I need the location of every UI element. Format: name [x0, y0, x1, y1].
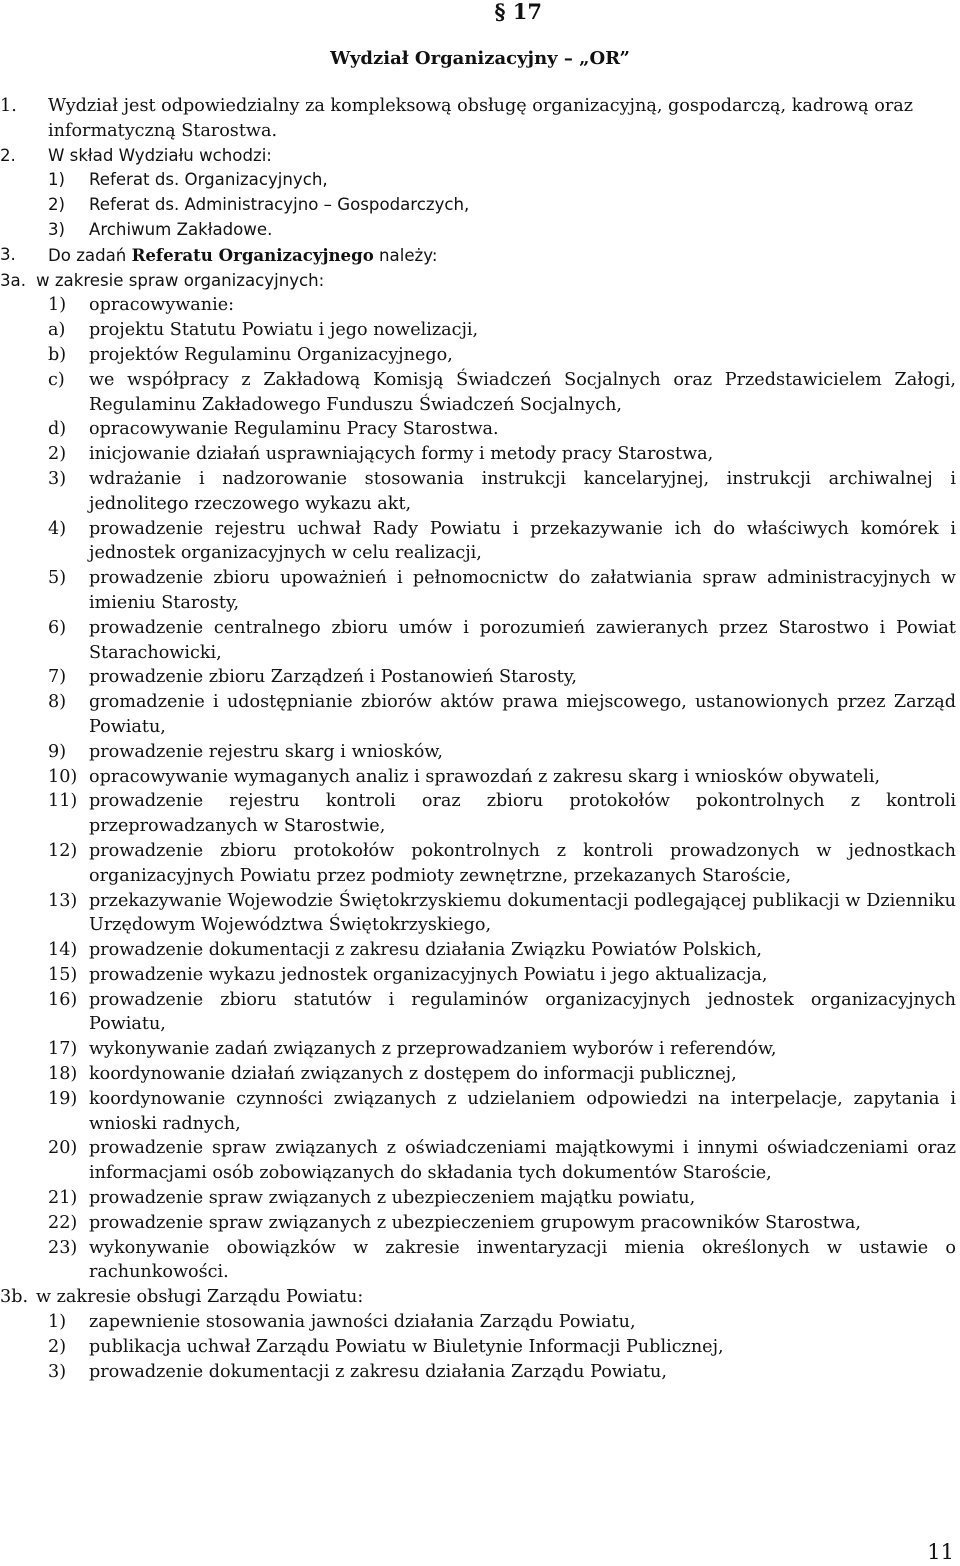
item-text: publikacja uchwał Zarządu Powiatu w Biuletynie Informacji Publicznej, — [89, 1336, 724, 1357]
list-item — [0, 665, 960, 690]
section-number: 3a. — [0, 270, 27, 290]
item-number: 13) — [48, 890, 78, 911]
list-item — [0, 889, 960, 939]
item-text: prowadzenie spraw związanych z ubezpieczeniem majątku powiatu, — [89, 1188, 696, 1209]
item-text: przekazywanie Wojewodzie Świętokrzyskiemu dokumentacji podlegającej publikacji w Dzienniku Urzędowym Województwa Świętokrzyskiego, — [89, 890, 956, 936]
item-number: 2. — [0, 145, 16, 165]
list-item — [0, 144, 960, 169]
list-item — [0, 1335, 960, 1360]
item-number: 7) — [48, 667, 67, 688]
item-text: prowadzenie rejestru kontroli oraz zbioru protokołów pokontrolnych z kontroli przeprowadzanych w Starostwie, — [89, 791, 956, 837]
item-text: prowadzenie rejestru uchwał Rady Powiatu i przekazywanie ich do właściwych komórek i jednostek organizacyjnych w celu realizacji, — [89, 518, 956, 564]
item-number: 3) — [48, 219, 66, 239]
list-item — [0, 368, 960, 418]
item-text: opracowywanie: — [89, 295, 235, 316]
item-text: projektów Regulaminu Organizacyjnego, — [89, 344, 453, 365]
item-text: prowadzenie dokumentacji z zakresu działania Zarządu Powiatu, — [89, 1361, 667, 1382]
section-3b-heading — [0, 1285, 960, 1310]
item-number: 8) — [48, 692, 67, 713]
list-item — [0, 467, 960, 517]
item-number: 2) — [48, 1336, 67, 1357]
item-text: prowadzenie zbioru protokołów pokontrolnych z kontroli prowadzonych w jednostkach organizacyjnych Powiatu przez podmioty zewnętrzne, przekazanych Staroście, — [89, 840, 956, 886]
item-number: 21) — [48, 1188, 78, 1209]
item-number: 1) — [48, 295, 67, 316]
list-item — [0, 1037, 960, 1062]
item-text: prowadzenie spraw związanych z ubezpieczeniem grupowym pracowników Starostwa, — [89, 1212, 861, 1233]
item-number: a) — [48, 320, 66, 341]
item-number: 17) — [48, 1039, 78, 1060]
item-number: 2) — [48, 195, 66, 215]
item-number: 3) — [48, 468, 67, 489]
list-item — [0, 1211, 960, 1236]
composition-item — [0, 218, 960, 243]
item-text: we współpracy z Zakładową Komisją Świadczeń Socjalnych oraz Przedstawicielem Załogi, Regulaminu Zakładowego Funduszu Świadczeń Socjalnych, — [89, 369, 956, 415]
section-mark: § 17 — [494, 0, 542, 24]
item-text: koordynowanie czynności związanych z udzielaniem odpowiedzi na interpelacje, zapytania i wnioski radnych, — [89, 1088, 956, 1134]
item-text: zapewnienie stosowania jawności działania Zarządu Powiatu, — [89, 1312, 636, 1333]
item-text: gromadzenie i udostępnianie zbiorów aktów prawa miejscowego, ustanowionych przez Zarząd Powiatu, — [89, 692, 956, 737]
item-number: 15) — [48, 964, 78, 985]
item-number: 1) — [48, 1312, 67, 1333]
item-number: 4) — [48, 518, 67, 539]
department-title: Wydział Organizacyjny – „OR” — [330, 48, 630, 69]
list-item — [0, 938, 960, 963]
list-item — [0, 517, 960, 567]
item-number: 11) — [48, 791, 78, 812]
list-item — [0, 690, 960, 740]
item-text: prowadzenie spraw związanych z oświadczeniami majątkowymi i innymi oświadczeniami oraz informacjami osób zobowiązanych do składania tych dokumentów Staroście, — [89, 1138, 956, 1184]
item-text: opracowywanie wymaganych analiz i sprawozdań z zakresu skarg i wniosków obywateli, — [89, 766, 881, 787]
item-text: projektu Statutu Powiatu i jego nowelizacji, — [89, 320, 479, 341]
item-number: 9) — [48, 741, 67, 762]
item-number: 5) — [48, 568, 67, 589]
item-number: 22) — [48, 1212, 78, 1233]
item-number: 14) — [48, 940, 78, 961]
list-item — [0, 1062, 960, 1087]
item-text: Wydział jest odpowiedzialny za kompleksową obsługę organizacyjną, gospodarczą, kadrową oraz informatyczną Starostwa. — [48, 96, 914, 141]
item-text: wdrażanie i nadzorowanie stosowania instrukcji kancelaryjnej, instrukcji archiwalnej i jednolitego rzeczowego wykazu akt, — [89, 468, 956, 514]
item-number: 19) — [48, 1088, 78, 1109]
list-item — [0, 616, 960, 666]
list-item — [0, 1310, 960, 1335]
item3-bold: Referatu Organizacyjnego — [131, 244, 374, 265]
list-item — [0, 293, 960, 318]
list-item — [0, 442, 960, 467]
list-item — [0, 1087, 960, 1137]
subitems-list — [0, 318, 960, 442]
section-number: 3b. — [0, 1287, 29, 1308]
item-number: 1. — [0, 96, 17, 116]
item-text: inicjowanie działań usprawniających formy i metody pracy Starostwa, — [89, 444, 714, 465]
list-item — [0, 94, 960, 144]
item-text: prowadzenie dokumentacji z zakresu działania Związku Powiatów Polskich, — [89, 940, 762, 961]
section-3a-heading — [0, 269, 960, 294]
section-heading: w zakresie spraw organizacyjnych: — [36, 270, 325, 290]
page-number: 11 — [927, 1540, 954, 1564]
item-text: wykonywanie zadań związanych z przeprowadzaniem wyborów i referendów, — [89, 1039, 777, 1060]
item3-suffix: należy: — [373, 245, 438, 265]
item-text: opracowywanie Regulaminu Pracy Starostwa. — [89, 419, 499, 440]
item-text: prowadzenie rejestru skarg i wniosków, — [89, 741, 443, 762]
list-item — [0, 988, 960, 1038]
item-number: 6) — [48, 617, 67, 638]
section-heading: w zakresie obsługi Zarządu Powiatu: — [36, 1287, 364, 1308]
item-text: Archiwum Zakładowe. — [89, 219, 273, 239]
composition-item — [0, 168, 960, 193]
item-number: b) — [48, 344, 67, 365]
item-text: prowadzenie zbioru upoważnień i pełnomocnictw do załatwiania spraw administracyjnych w imieniu Starosty, — [89, 568, 956, 613]
document-body — [0, 94, 960, 1384]
item-number: 18) — [48, 1064, 78, 1085]
list-item — [0, 765, 960, 790]
list-item — [0, 1360, 960, 1385]
item-number: 16) — [48, 989, 78, 1010]
list-item — [0, 963, 960, 988]
items-list-3a — [0, 442, 960, 1285]
item-text: prowadzenie zbioru statutów i regulaminów organizacyjnych jednostek organizacyjnych Powiatu, — [89, 989, 956, 1035]
item-number: 3. — [0, 244, 16, 264]
list-item — [0, 1186, 960, 1211]
item3-prefix: Do zadań — [48, 245, 132, 265]
list-item — [0, 243, 960, 269]
composition-item — [0, 193, 960, 218]
list-item — [0, 417, 960, 442]
list-item — [0, 789, 960, 839]
list-item — [0, 318, 960, 343]
item-text: prowadzenie zbioru Zarządzeń i Postanowień Starosty, — [89, 667, 577, 688]
item-number: 10) — [48, 766, 78, 787]
item-number: 1) — [48, 170, 66, 190]
item-text: Referat ds. Administracyjno – Gospodarczych, — [89, 195, 470, 215]
item-text: prowadzenie centralnego zbioru umów i porozumień zawieranych przez Starostwo i Powiat Starachowicki, — [89, 617, 956, 663]
item-number: d) — [48, 419, 67, 440]
list-item — [0, 839, 960, 889]
item-text — [48, 243, 960, 269]
item-text: koordynowanie działań związanych z dostępem do informacji publicznej, — [89, 1064, 737, 1085]
list-item — [0, 566, 960, 616]
item-number: 23) — [48, 1237, 78, 1258]
item-number: 20) — [48, 1138, 78, 1159]
list-item — [0, 740, 960, 765]
list-item — [0, 1236, 960, 1286]
item-text: W skład Wydziału wchodzi: — [48, 145, 272, 165]
item-number: 2) — [48, 444, 67, 465]
list-item — [0, 343, 960, 368]
item-text: wykonywanie obowiązków w zakresie inwentaryzacji mienia określonych w ustawie o rachunkowości. — [89, 1237, 956, 1283]
item-text: Referat ds. Organizacyjnych, — [89, 170, 328, 190]
list-item — [0, 1136, 960, 1186]
item-text: prowadzenie wykazu jednostek organizacyjnych Powiatu i jego aktualizacja, — [89, 964, 768, 985]
items-list-3b — [0, 1310, 960, 1384]
item-number: c) — [48, 369, 65, 390]
item-number: 3) — [48, 1361, 67, 1382]
item-number: 12) — [48, 840, 78, 861]
